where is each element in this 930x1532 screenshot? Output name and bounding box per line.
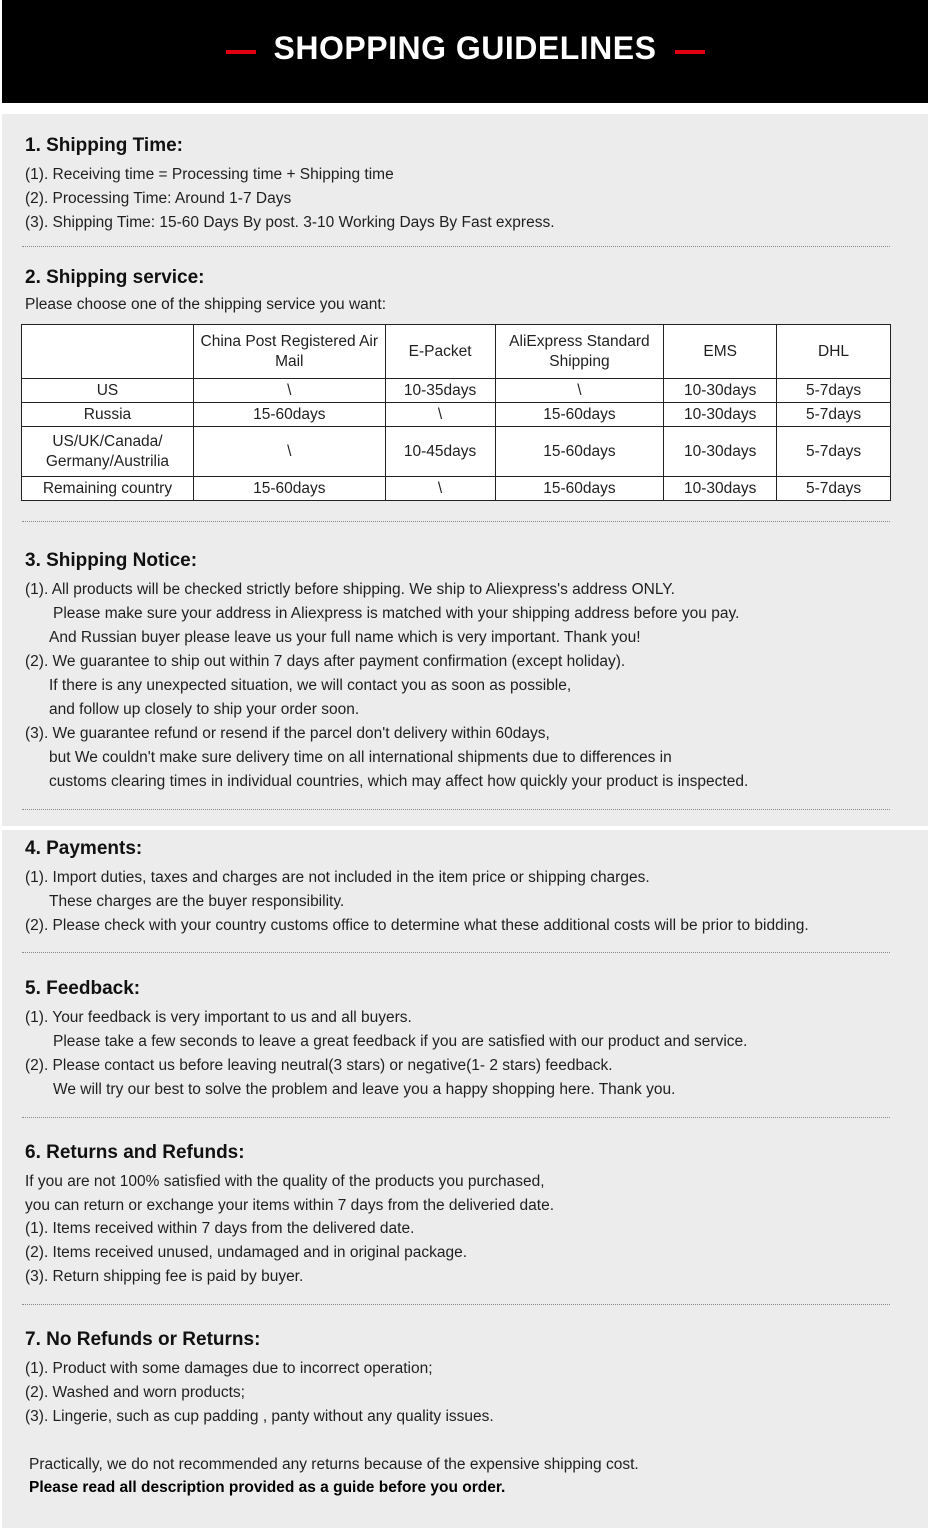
payments-heading: 4. Payments: <box>25 838 143 859</box>
table-cell: 15-60days <box>495 477 664 501</box>
section-divider <box>22 1117 890 1118</box>
table-cell: 10-30days <box>664 379 777 403</box>
table-header-cell: AliExpress Standard Shipping <box>495 325 664 379</box>
table-cell: 5-7days <box>777 477 891 501</box>
shipping-time-line: (1). Receiving time = Processing time + Shipping time <box>25 166 394 183</box>
shipping-notice-line: (3). We guarantee refund or resend if the parcel don't delivery within 60days, <box>25 725 550 742</box>
shipping-service-table <box>21 324 891 501</box>
right-accent-dash <box>675 50 705 54</box>
section-divider <box>22 809 890 810</box>
table-cell: \ <box>193 379 385 403</box>
shipping-notice-line: And Russian buyer please leave us your full name which is very important. Thank you! <box>49 629 641 646</box>
returns-line: If you are not 100% satisfied with the quality of the products you purchased, <box>25 1173 545 1190</box>
payments-line: (2). Please check with your country customs office to determine what these additional costs will be prior to bidding. <box>25 917 809 934</box>
table-cell: Russia <box>22 403 194 427</box>
returns-line: (2). Items received unused, undamaged and in original package. <box>25 1244 468 1261</box>
table-cell: 5-7days <box>777 427 891 477</box>
table-cell: US <box>22 379 194 403</box>
shipping-notice-line: (2). We guarantee to ship out within 7 days after payment confirmation (except holiday). <box>25 653 626 670</box>
table-header-cell: E-Packet <box>385 325 495 379</box>
guide-reminder: Please read all description provided as a guide before you order. <box>29 1479 506 1496</box>
section-divider <box>22 1304 890 1305</box>
table-cell: \ <box>193 427 385 477</box>
table-cell: \ <box>385 403 495 427</box>
shipping-service-heading: 2. Shipping service: <box>25 267 205 288</box>
table-cell: Remaining country <box>22 477 194 501</box>
table-cell: 15-60days <box>495 427 664 477</box>
table-header-cell: DHL <box>777 325 891 379</box>
feedback-line: Please take a few seconds to leave a great feedback if you are satisfied with our product and service. <box>53 1033 748 1050</box>
feedback-line: We will try our best to solve the problem and leave you a happy shopping here. Thank you. <box>53 1081 676 1098</box>
feedback-line: (2). Please contact us before leaving neutral(3 stars) or negative(1- 2 stars) feedback. <box>25 1057 613 1074</box>
shipping-notice-heading: 3. Shipping Notice: <box>25 550 198 571</box>
table-cell: 10-30days <box>664 403 777 427</box>
shipping-time-line: (2). Processing Time: Around 1-7 Days <box>25 190 292 207</box>
table-cell: 10-30days <box>664 477 777 501</box>
shipping-service-intro: Please choose one of the shipping service you want: <box>25 296 387 313</box>
table-row <box>22 379 891 403</box>
table-cell: 10-45days <box>385 427 495 477</box>
table-cell: 15-60days <box>193 477 385 501</box>
feedback-line: (1). Your feedback is very important to us and all buyers. <box>25 1009 412 1026</box>
returns-heading: 6. Returns and Refunds: <box>25 1142 245 1163</box>
section-divider <box>22 952 890 953</box>
payments-line: (1). Import duties, taxes and charges are not included in the item price or shipping charges. <box>25 869 650 886</box>
table-cell: 10-30days <box>664 427 777 477</box>
returns-line: (3). Return shipping fee is paid by buyer. <box>25 1268 304 1285</box>
section-divider <box>22 246 890 247</box>
feedback-heading: 5. Feedback: <box>25 978 141 999</box>
table-header-cell <box>22 325 194 379</box>
shipping-time-line: (3). Shipping Time: 15-60 Days By post. 3-10 Working Days By Fast express. <box>25 214 555 231</box>
shipping-notice-line: (1). All products will be checked strictly before shipping. We ship to Aliexpress's address ONLY. <box>25 581 675 598</box>
shipping-notice-line: and follow up closely to ship your order soon. <box>49 701 360 718</box>
table-header-cell: EMS <box>664 325 777 379</box>
returns-line: (1). Items received within 7 days from the delivered date. <box>25 1220 415 1237</box>
shipping-notice-line: If there is any unexpected situation, we will contact you as soon as possible, <box>49 677 572 694</box>
shipping-notice-line: customs clearing times in individual countries, which may affect how quickly your product is inspected. <box>49 773 749 790</box>
shipping-notice-line: Please make sure your address in Aliexpress is matched with your shipping address before you pay. <box>53 605 740 622</box>
shipping-notice-line: but We couldn't make sure delivery time on all international shipments due to differences in <box>49 749 672 766</box>
table-cell: US/UK/Canada/ Germany/Austrilia <box>22 427 194 477</box>
table-cell: 15-60days <box>495 403 664 427</box>
returns-line: you can return or exchange your items within 7 days from the deliveried date. <box>25 1197 554 1214</box>
guidelines-header <box>2 0 928 103</box>
returns-note: Practically, we do not recommended any returns because of the expensive shipping cost. <box>29 1456 639 1473</box>
no-refunds-line: (3). Lingerie, such as cup padding , panty without any quality issues. <box>25 1408 494 1425</box>
table-cell: 5-7days <box>777 379 891 403</box>
no-refunds-line: (1). Product with some damages due to incorrect operation; <box>25 1360 433 1377</box>
page-title: SHOPPING GUIDELINES <box>273 30 657 66</box>
shipping-time-heading: 1. Shipping Time: <box>25 135 183 156</box>
payments-line: These charges are the buyer responsibility. <box>49 893 345 910</box>
section-divider <box>22 521 890 522</box>
table-row <box>22 477 891 501</box>
table-row <box>22 427 891 477</box>
table-header-cell: China Post Registered Air Mail <box>193 325 385 379</box>
table-row <box>22 403 891 427</box>
table-cell: \ <box>495 379 664 403</box>
table-cell: 15-60days <box>193 403 385 427</box>
table-cell: 10-35days <box>385 379 495 403</box>
table-header-row <box>22 325 891 379</box>
table-cell: 5-7days <box>777 403 891 427</box>
table-cell: \ <box>385 477 495 501</box>
no-refunds-line: (2). Washed and worn products; <box>25 1384 245 1401</box>
no-refunds-heading: 7. No Refunds or Returns: <box>25 1329 261 1350</box>
